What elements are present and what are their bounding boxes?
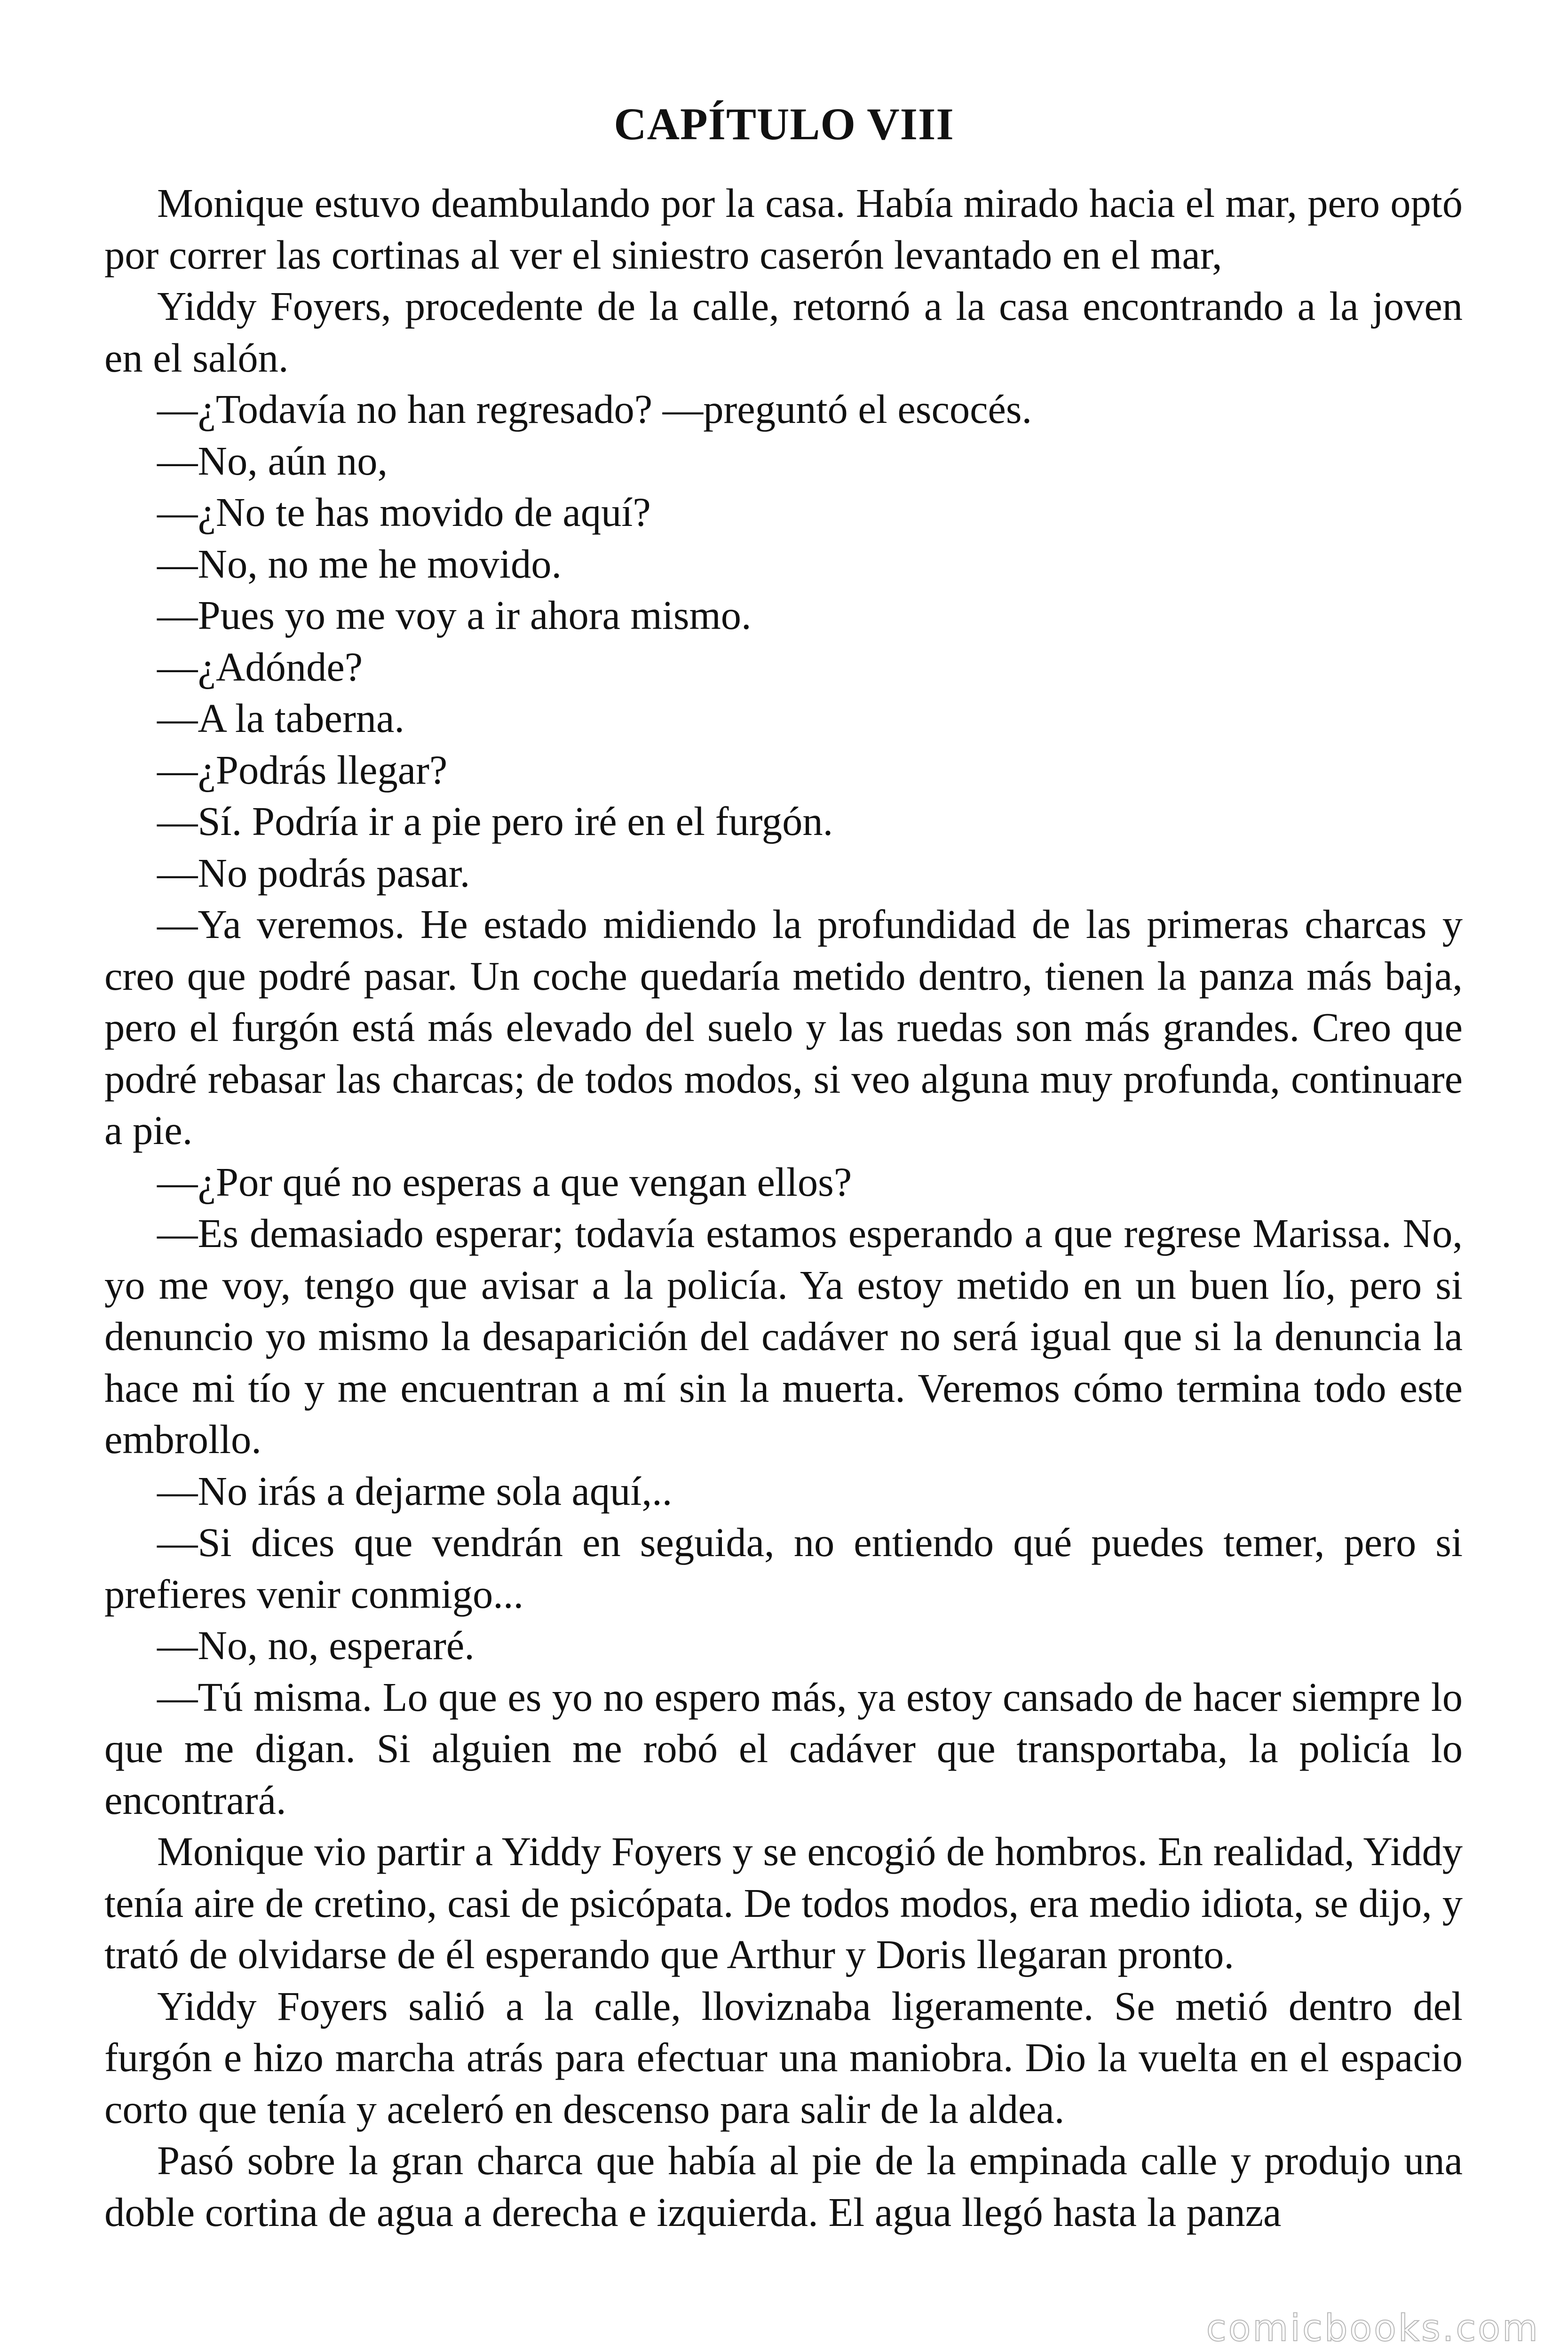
paragraph: —No podrás pasar. (157, 850, 470, 896)
paragraph: —No, aún no, (157, 438, 388, 484)
paragraph: —¿Todavía no han regresado? —preguntó el escocés. (157, 387, 1032, 432)
paragraph: —Es demasiado esperar; todavía estamos esperando a que regrese Marissa. No, yo me voy, tengo que avisar a la policía. Ya estoy metido en un buen lío, pero si denuncio yo mismo la desaparición del cadáver no será igual que si la denuncia la hace mi tío y me encuentran a mí sin la muerta. Veremos cómo termina todo este embrollo. (104, 1211, 1463, 1462)
paragraph: —A la taberna. (157, 696, 405, 741)
paragraph: Monique vio partir a Yiddy Foyers y se encogió de hombros. En realidad, Yiddy tenía aire de cretino, casi de psicópata. De todos modos, era medio idiota, se dijo, y trató de olvidarse de él esperando que Arthur y Doris llegaran pronto. (104, 1829, 1463, 1977)
paragraph: —Pues yo me voy a ir ahora mismo. (157, 593, 752, 638)
chapter-title: CAPÍTULO VIII (614, 99, 954, 150)
paragraph: —No, no me he movido. (157, 541, 562, 587)
site-watermark: comicbooks.com (1206, 2307, 1540, 2350)
paragraph: —Tú misma. Lo que es yo no espero más, ya estoy cansado de hacer siempre lo que me digan. Si alguien me robó el cadáver que transportaba, la policía lo encontrará. (104, 1674, 1463, 1823)
paragraph: —¿Podrás llegar? (157, 747, 448, 793)
paragraph: —Sí. Podría ir a pie pero iré en el furgón. (157, 799, 833, 844)
paragraph: Pasó sobre la gran charca que había al pie de la empinada calle y produjo una doble cortina de agua a derecha e izquierda. El agua llegó hasta la panza (104, 2138, 1463, 2235)
paragraph: —No irás a dejarme sola aquí,.. (157, 1468, 673, 1514)
paragraph: —Ya veremos. He estado midiendo la profundidad de las primeras charcas y creo que podré pasar. Un coche quedaría metido dentro, tienen la panza más baja, pero el furgón está más elevado del suelo y las ruedas son más grandes. Creo que podré rebasar las charcas; de todos modos, si veo alguna muy profunda, continuare a pie. (104, 902, 1463, 1153)
paragraph: —¿No te has movido de aquí? (157, 490, 651, 535)
chapter-body (104, 178, 1463, 2238)
paragraph: —No, no, esperaré. (157, 1623, 475, 1668)
paragraph: Yiddy Foyers salió a la calle, lloviznaba ligeramente. Se metió dentro del furgón e hizo marcha atrás para efectuar una maniobra. Dio la vuelta en el espacio corto que tenía y aceleró en descenso para salir de la aldea. (104, 1983, 1463, 2132)
paragraph: —¿Por qué no esperas a que vengan ellos? (157, 1159, 852, 1205)
paragraph: Yiddy Foyers, procedente de la calle, retornó a la casa encontrando a la joven en el salón. (104, 284, 1463, 381)
paragraph: —Si dices que vendrán en seguida, no entiendo qué puedes temer, pero si prefieres venir conmigo... (104, 1520, 1463, 1617)
paragraph: —¿Adónde? (157, 644, 363, 690)
paragraph: Monique estuvo deambulando por la casa. Había mirado hacia el mar, pero optó por correr las cortinas al ver el siniestro caserón levantado en el mar, (104, 181, 1463, 278)
